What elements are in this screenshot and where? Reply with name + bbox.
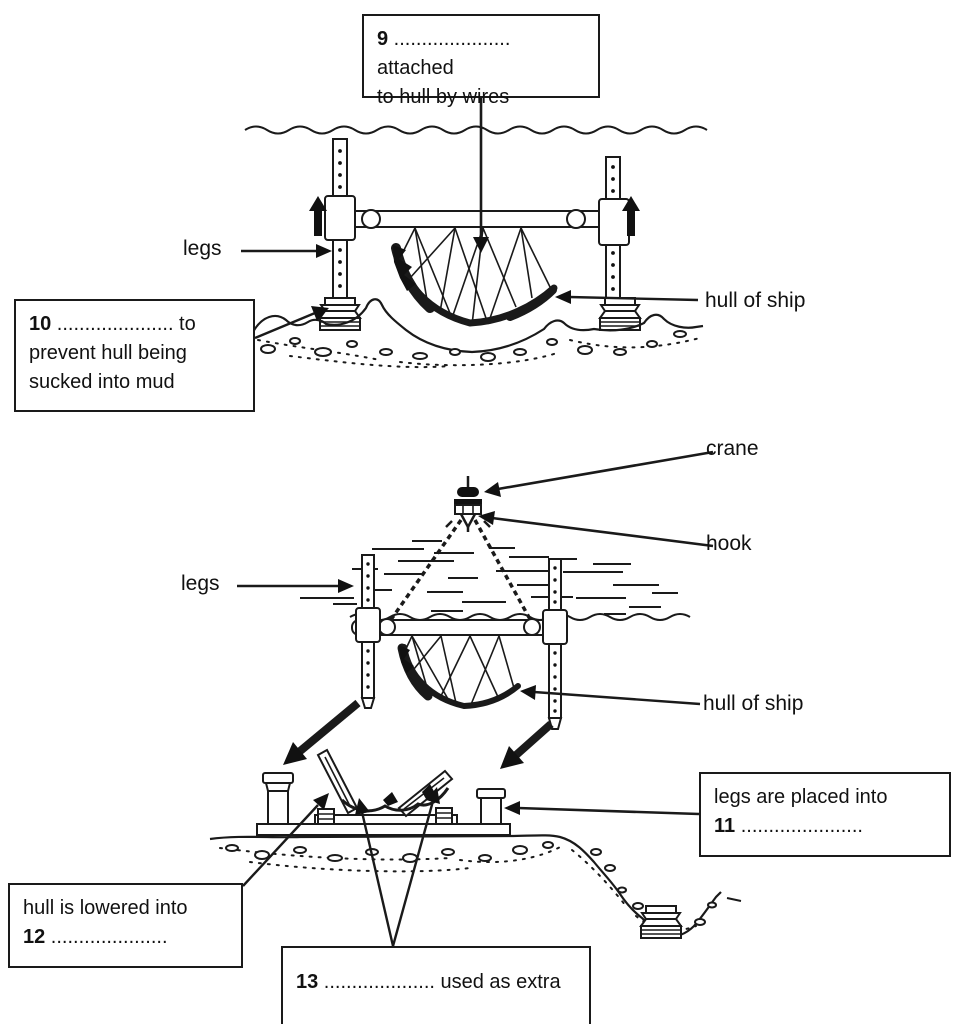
- leader-legs-top: [241, 244, 332, 258]
- leader-box11: [504, 801, 699, 815]
- callout-box-13-line1: 13 .................... used as extra: [296, 971, 561, 993]
- callout-box-11: [699, 772, 951, 857]
- crane: [454, 476, 482, 514]
- water-ripples: [300, 541, 678, 614]
- label-hull-of-ship-bottom: hull of ship: [703, 692, 804, 715]
- callout-box-12: [8, 883, 243, 968]
- ribbed-block-right: [436, 808, 452, 824]
- placement-arrow-right: [500, 724, 551, 769]
- leg-socket-left: [263, 773, 293, 824]
- callout-box-9-line1: 9 ..................... attached: [377, 28, 511, 79]
- leader-box9: [473, 98, 489, 253]
- callout-box-12-line1: hull is lowered into: [23, 897, 188, 919]
- bottom-diagram: [210, 452, 741, 946]
- callout-box-13: [281, 946, 591, 1024]
- leader-hull-bottom: [520, 685, 700, 704]
- callout-box-12-line2: 12 .....................: [23, 926, 168, 948]
- leader-box10: [255, 306, 329, 338]
- callout-box-10: [14, 299, 255, 412]
- lifting-beam: [347, 210, 609, 228]
- label-hook: hook: [706, 532, 752, 555]
- label-crane: crane: [706, 437, 759, 460]
- callout-box-9-line2: to hull by wires: [377, 86, 510, 108]
- old-footing-in-pit: [641, 906, 681, 938]
- lifting-beam: [352, 619, 564, 635]
- leader-hook: [478, 511, 713, 546]
- label-hull-of-ship-top: hull of ship: [705, 289, 806, 312]
- leader-legs-bottom: [237, 579, 354, 593]
- leg-footing-right: [600, 298, 640, 330]
- callout-box-10-line2: prevent hull being: [29, 342, 187, 364]
- callout-box-10-line1: 10 ..................... to: [29, 313, 196, 335]
- leg-left: [356, 555, 380, 708]
- leader-crane: [484, 452, 713, 497]
- callout-box-11-line1: legs are placed into: [714, 786, 888, 808]
- platform: [257, 815, 510, 835]
- leg-socket-right: [477, 789, 505, 824]
- top-diagram: [241, 98, 707, 367]
- water-line: [245, 127, 707, 134]
- leg-right: [599, 157, 629, 302]
- callout-box-10-line3: sucked into mud: [29, 371, 175, 393]
- label-legs-bottom: legs: [181, 572, 220, 595]
- label-legs-top: legs: [183, 237, 222, 260]
- callout-box-9: [362, 14, 600, 108]
- ribbed-block-left: [318, 809, 334, 824]
- callout-box-11-line2: 11 ......................: [714, 815, 863, 837]
- leg-left: [325, 139, 355, 302]
